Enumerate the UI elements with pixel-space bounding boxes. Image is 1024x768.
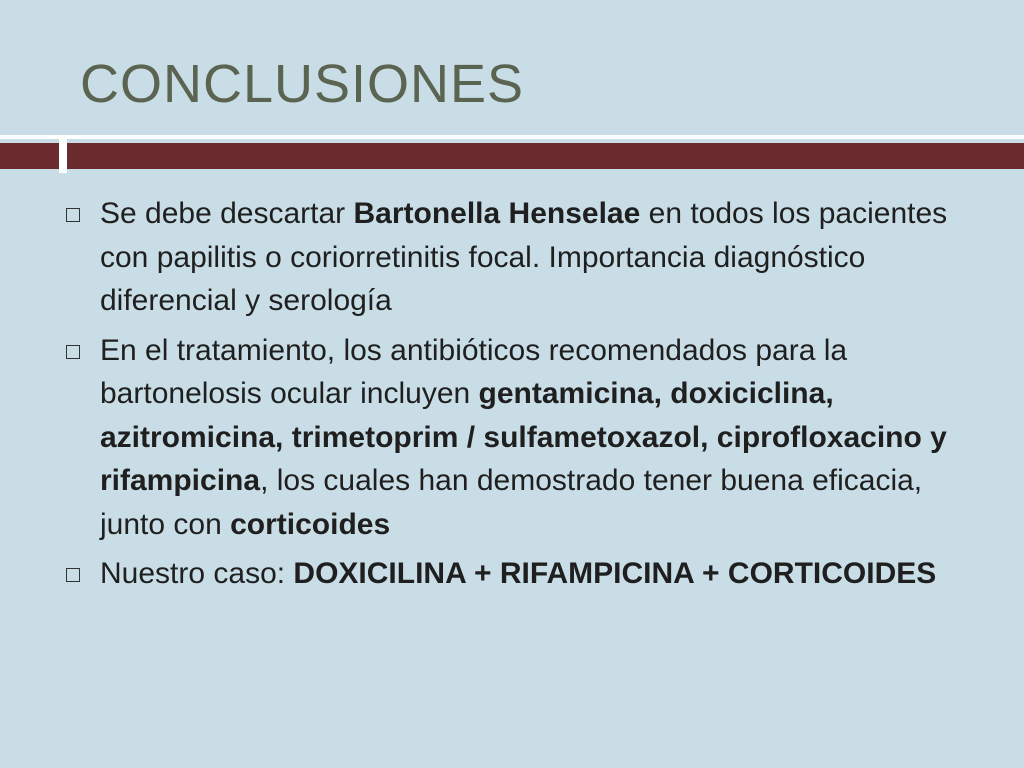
bullet-list	[64, 192, 964, 602]
accent-bar-right	[67, 143, 1024, 169]
text-segment: Nuestro caso:	[100, 557, 294, 590]
accent-bar-gap	[59, 139, 67, 173]
accent-bar-left	[0, 143, 59, 169]
text-segment: En el tratamiento, los antibióticos recomendados para la bartonelosis ocular incluyen	[100, 333, 848, 410]
bullet-text-3	[100, 552, 964, 596]
bold-text-segment: Bartonella Henselae	[353, 197, 641, 230]
bullet-text-1	[100, 192, 964, 323]
bullet-text-2	[100, 329, 964, 547]
bold-text-segment: corticoides	[230, 507, 391, 541]
square-bullet-icon	[66, 345, 80, 359]
bullet-item-1	[64, 192, 964, 323]
text-segment: Se debe descartar	[100, 197, 354, 230]
square-bullet-icon	[66, 568, 80, 582]
slide-title: CONCLUSIONES	[80, 54, 525, 114]
square-bullet-icon	[66, 208, 80, 222]
text-segment: en todos los pacientes con papilitis o coriorretinitis focal. Importancia diagnóstico diferencial y serología	[100, 197, 948, 317]
bold-text-segment: DOXICILINA + RIFAMPICINA + CORTICOIDES	[293, 557, 937, 590]
bold-text-segment: gentamicina, doxiciclina, azitromicina, trimetoprim / sulfametoxazol, ciprofloxacino y rifampicina	[100, 377, 947, 497]
bullet-item-2	[64, 329, 964, 547]
bullet-item-3	[64, 552, 964, 596]
text-segment: , los cuales han demostrado tener buena eficacia, junto con	[100, 464, 923, 541]
title-divider-line	[0, 135, 1024, 139]
